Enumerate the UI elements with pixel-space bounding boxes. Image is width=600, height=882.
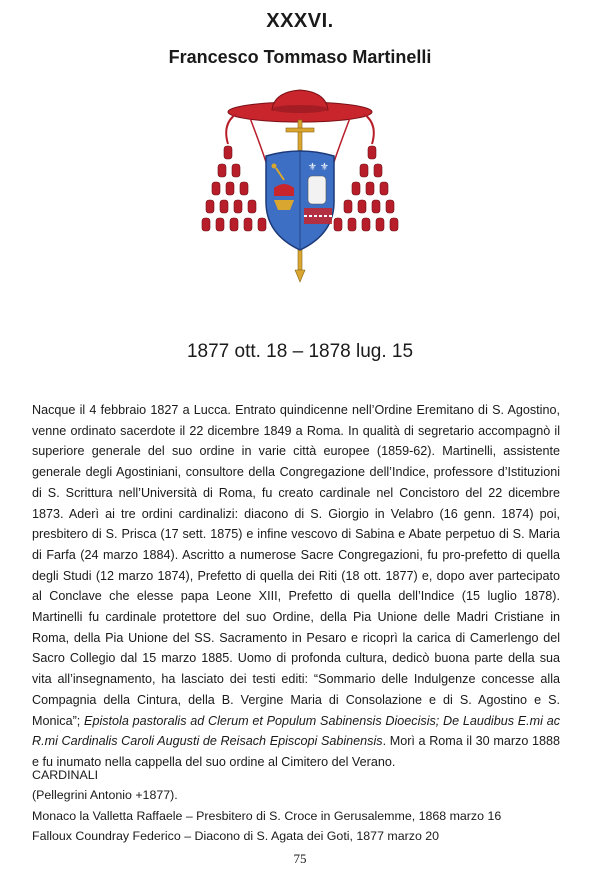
coat-of-arms-image bbox=[200, 84, 400, 284]
cardinals-section bbox=[32, 765, 572, 846]
biography-italic-titles: Epistola pastoralis ad Clerum et Populum Sabinensis Dioecisis; De Laudibus E.mi ac R.mi Cardinalis Caroli Augusti de Reisach Episcopi Sabinensis bbox=[32, 713, 560, 749]
cardinals-heading: CARDINALI bbox=[32, 768, 99, 782]
cardinal-name: Francesco Tommaso Martinelli bbox=[168, 47, 432, 67]
cardinal-line: (Pellegrini Antonio +1877). bbox=[32, 788, 178, 803]
biography-part-2: . Morì a Roma il 30 marzo 1888 e fu inumato nella cappella del suo ordine al Cimitero del Verano. bbox=[32, 734, 560, 769]
tenure-dates: 1877 ott. 18 – 1878 lug. 15 bbox=[186, 341, 414, 362]
page-number: 75 bbox=[293, 851, 307, 866]
svg-text:⚜: ⚜ bbox=[320, 162, 329, 173]
svg-text:⚜: ⚜ bbox=[308, 162, 317, 173]
biography-part-1: Nacque il 4 febbraio 1827 a Lucca. Entrato quindicenne nell’Ordine Eremitano di S. Agostino, venne ordinato sacerdote il 22 dicembre 1849 a Roma. In qualità di segretario accompagnò il superiore generale del suo ordine in varie città europee (1859-62). Martinelli, assistente generale degli Agostiniani, consultore della Congregazione dell’Indice, professore d’Istituzioni di S. Scrittura nell’Università di Roma, fu creato cardinale nel Concistoro del 22 dicembre 1873. Aderì ai tre ordini cardinalizi: diacono di S. Giorgio in Velabro (16 genn. 1874) poi, presbitero di S. Prisca (17 sett. 1875) e infine vescovo di Sabina e Abate perpetuo di S. Maria di Farfa (24 marzo 1884). Ascritto a numerose Sacre Congregazioni, fu pro-prefetto di quella degli Studi (12 marzo 1874), Prefetto di quella dei Riti (18 ott. 1877) e, dopo aver partecipato al Conclave che elesse papa Leone XIII, Prefetto di quella dell’Indice (15 luglio 1878). Martinelli fu cardinale protettore del suo Ordine, della Pia Unione delle Madri Cristiane in Roma, della Pia Unione del SS. Sacramento in Pesaro e ricoprì la carica di Camerlengo del Sacro Collegio dal 15 marzo 1885. Uomo di profonda cultura, dedicò buona parte della sua vita all’insegnamento, ha lasciato dei testi editi: “Sommario delle Indulgenze concesse alla Compagnia della Cintura, della B. Vergine Maria di Consolazione e di S. Agostino e S. Monica”; bbox=[32, 403, 560, 728]
biography-text bbox=[32, 400, 560, 773]
cardinal-line: Monaco la Valletta Raffaele – Presbitero di S. Croce in Gerusalemme, 1868 marzo 16 bbox=[32, 808, 502, 823]
cardinal-line: Falloux Coundray Federico – Diacono di S. Agata dei Goti, 1877 marzo 20 bbox=[32, 828, 440, 843]
chapter-numeral: XXXVI. bbox=[266, 10, 334, 32]
